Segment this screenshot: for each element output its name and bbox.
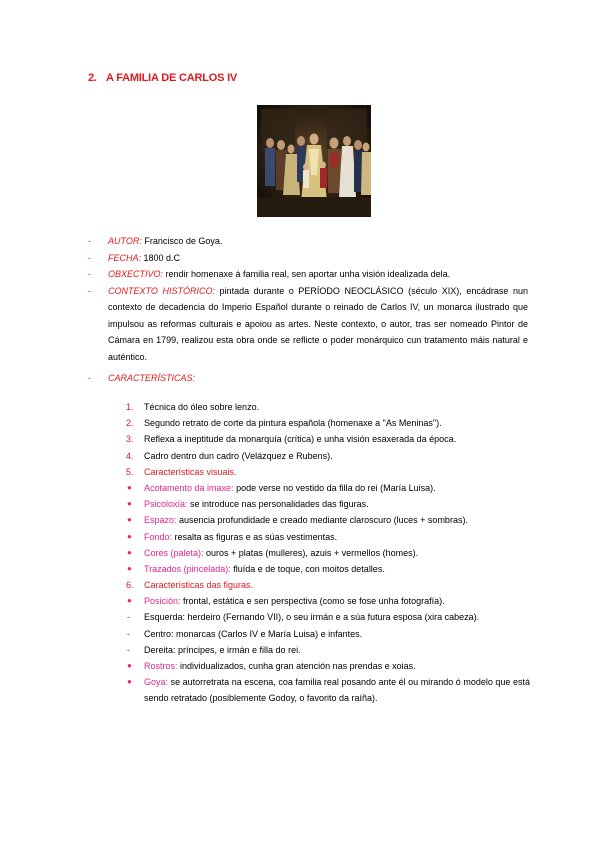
item-label: Características das figuras. [144, 580, 254, 591]
section-number: 2. [88, 72, 97, 84]
item-text: Dereita: príncipes, e irmán e filla do rei. [144, 644, 301, 655]
list-item [122, 496, 530, 512]
item-label: Psicoloxía: [144, 499, 188, 510]
list-dash: - [88, 269, 91, 279]
item-text: se autorretrata na escena, coa familia real posando ante él ou mirando ó modelo que está sendo retratado (posiblemente Godoy, o favorito da raíña). [144, 677, 530, 704]
list-dash: - [88, 285, 91, 296]
characteristics-label: CARACTERÍSTICAS: [108, 373, 196, 383]
list-item [122, 609, 530, 625]
meta-author [88, 233, 528, 250]
item-text: ouros + platas (mulleres), azuis + vermellos (homes). [203, 547, 419, 558]
list-item [122, 448, 530, 464]
bullet-icon: ● [127, 515, 132, 525]
meta-label: FECHA: [108, 252, 142, 263]
bullet-icon: ● [127, 661, 132, 670]
meta-value: Francisco de Goya. [141, 236, 223, 246]
bullet-icon: ● [127, 596, 132, 606]
item-text: Cadro dentro dun cadro (Velázquez e Rubens). [144, 450, 333, 461]
item-text: Segundo retrato de corte da pintura española (homenaxe a "As Meninas"). [144, 418, 442, 429]
meta-value: 1800 d.C [141, 252, 181, 263]
item-text: resalta as figuras e as súas vestimentas. [172, 531, 338, 542]
painting-image [257, 105, 371, 217]
item-text: ausencia profundidade e creado mediante claroscuro (luces + sombras). [176, 515, 468, 526]
item-label: Goya: [144, 677, 169, 688]
section-title [88, 72, 237, 84]
section-title-text: A FAMILIA DE CARLOS IV [106, 72, 238, 84]
list-item [122, 658, 530, 674]
item-text: Esquerda: herdeiro (Fernando VII), o seu irmán e a súa futura esposa (xira cabeza). [144, 612, 480, 623]
item-text: fluída e de toque, con moitos detalles. [230, 563, 385, 574]
item-label: Rostros: [144, 661, 178, 671]
list-item [122, 593, 530, 609]
list-item [122, 431, 530, 447]
item-text: se introduce nas personalidades das figuras. [187, 499, 369, 510]
list-item [122, 642, 530, 658]
item-text: frontal, estática e sen perspectiva (como se fose unha fotografía). [180, 596, 445, 607]
list-marker: - [127, 628, 130, 639]
item-label: Acotamento da imaxe: [144, 482, 234, 493]
meta-value: pintada durante o PERÍODO NEOCLÁSICO (século XIX), encádrase nun contexto de decadencia do Imperio Español durante o reinado de Carlos IV, un monarca ilustrado que impulsou as reformas culturais e apoiou as artes. Neste contexto, o autor, tras ser nomeado Pintor de Cámara en 1799, realizou esta obra onde se reflicte o poder monárquico cun tratamento máis natural e auténtico. [108, 285, 528, 362]
bullet-icon: ● [127, 531, 132, 541]
meta-context [88, 283, 528, 366]
list-marker: 3. [126, 434, 134, 445]
meta-label: OBXECTIVO: [108, 269, 164, 279]
item-text: Reflexa a ineptitude da monarquía (crítica) e unha visión esaxerada da época. [144, 434, 457, 445]
list-marker: 1. [126, 402, 134, 412]
painting-illustration [257, 105, 371, 217]
item-label: Cores (paleta): [144, 547, 204, 558]
list-item [122, 674, 530, 706]
list-item [122, 529, 530, 545]
list-item [122, 464, 530, 480]
bullet-icon: ● [127, 677, 132, 687]
list-dash: - [88, 252, 91, 263]
list-item [122, 626, 530, 642]
list-dash: - [88, 236, 91, 246]
item-label: Espazo: [144, 515, 177, 526]
bullet-icon: ● [127, 499, 132, 509]
meta-label: CONTEXTO HISTÓRICO: [108, 285, 215, 296]
item-text: pode verse no vestido da filla do rei (María Luisa). [233, 482, 436, 493]
meta-objective [88, 266, 528, 283]
list-marker: 4. [126, 450, 134, 461]
item-text: Técnica do óleo sobre lenzo. [144, 402, 260, 412]
list-dash: - [88, 373, 91, 383]
meta-label: AUTOR: [108, 236, 142, 246]
item-label: Posición: [144, 596, 181, 607]
meta-value: rendir homenaxe á familia real, sen aportar unha visión idealizada dela. [163, 269, 451, 279]
list-marker: - [127, 612, 130, 623]
bullet-icon: ● [127, 547, 132, 557]
list-item [122, 545, 530, 561]
item-label: Fondo: [144, 531, 173, 542]
item-text: Centro: monarcas (Carlos IV e María Luisa) e infantes. [144, 628, 363, 639]
list-item [122, 415, 530, 431]
list-marker: - [127, 644, 130, 655]
bullet-icon: ● [127, 482, 132, 492]
metadata-list [88, 233, 528, 365]
item-label: Trazados (pincelada): [144, 563, 231, 574]
item-text: individualizados, cunha gran atención nas prendas e xoias. [177, 661, 416, 671]
characteristics-list [122, 399, 530, 707]
bullet-icon: ● [127, 563, 132, 573]
list-item [122, 480, 530, 496]
list-marker: 5. [126, 466, 134, 477]
list-item [122, 512, 530, 528]
list-item [122, 399, 530, 415]
list-marker: 6. [126, 580, 134, 591]
list-item [122, 561, 530, 577]
item-label: Características visuais. [144, 466, 237, 477]
characteristics-heading [88, 373, 195, 383]
list-item [122, 577, 530, 593]
meta-date [88, 250, 528, 267]
list-marker: 2. [126, 418, 134, 429]
